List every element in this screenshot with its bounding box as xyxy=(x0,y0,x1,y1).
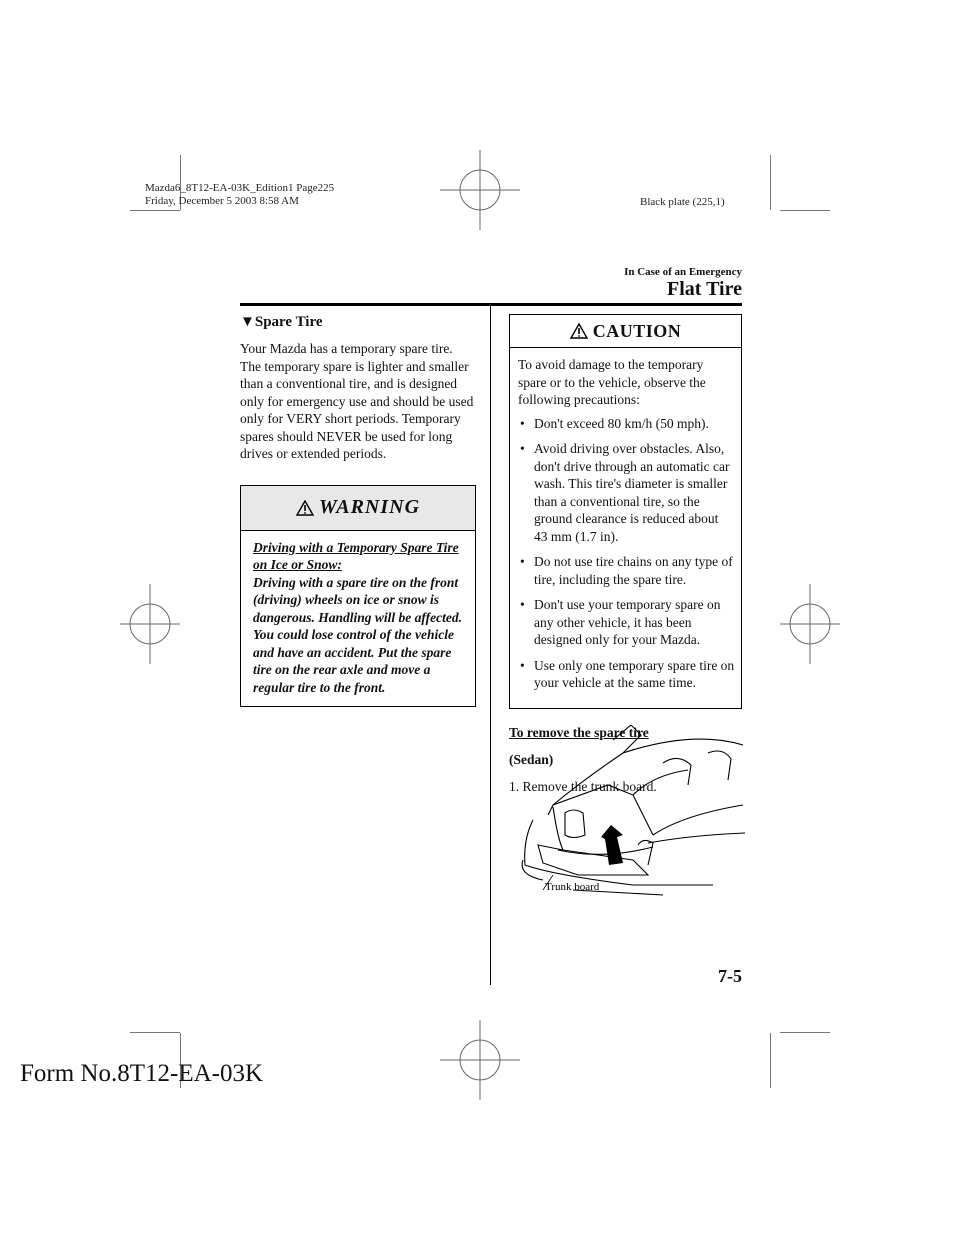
page-number: 7-5 xyxy=(718,966,742,986)
trunk-illustration xyxy=(513,725,745,897)
caution-intro: To avoid damage to the temporary spare or to the vehicle, observe the following precautions: xyxy=(518,357,706,407)
caution-title: CAUTION xyxy=(592,320,682,341)
registration-mark-icon xyxy=(120,584,180,664)
column-divider xyxy=(490,305,491,985)
crop-mark xyxy=(130,1032,180,1033)
crop-mark xyxy=(770,1033,771,1088)
spare-tire-paragraph: Your Mazda has a temporary spare tire. The temporary spare is lighter and smaller than a conventional tire, and is designed only for emergency use and should be used only for VERY short periods. Temporary spares should NEVER be used for long drives or extended periods. xyxy=(240,341,474,461)
warning-header xyxy=(241,486,475,531)
registration-mark-icon xyxy=(440,150,520,230)
triangle-marker-icon: ▼ xyxy=(240,314,255,330)
section-title: Flat Tire xyxy=(667,278,742,300)
step-1: 1. Remove the trunk board. xyxy=(509,778,657,794)
subhead-text: Spare Tire xyxy=(254,314,323,330)
warning-body xyxy=(241,531,475,707)
header-rule xyxy=(240,303,742,306)
crop-mark xyxy=(780,1032,830,1033)
right-column xyxy=(509,314,742,795)
list-item: • Don't use your temporary spare on any other vehicle, it has been designed only for your Mazda. xyxy=(518,596,735,649)
subhead-spare-tire xyxy=(240,314,476,331)
list-item: • Don't exceed 80 km/h (50 mph). xyxy=(518,415,735,433)
chapter-title: In Case of an Emergency xyxy=(624,266,742,278)
warning-triangle-icon xyxy=(296,500,314,516)
step-subtitle: (Sedan) xyxy=(509,751,554,767)
left-column xyxy=(240,314,476,707)
crop-mark xyxy=(780,210,830,211)
print-meta-line1: Mazda6_8T12-EA-03K_Edition1 Page225 xyxy=(145,182,335,194)
form-number: Form No.8T12-EA-03K xyxy=(20,1060,264,1087)
warning-title: WARNING xyxy=(318,496,421,518)
caution-list xyxy=(518,415,735,692)
print-meta xyxy=(145,182,334,208)
illustration-label: Trunk board xyxy=(545,881,600,893)
plate-label: Black plate (225,1) xyxy=(640,196,725,208)
warning-box xyxy=(240,485,476,708)
caution-body xyxy=(510,348,741,708)
caution-header xyxy=(510,315,741,348)
caution-box xyxy=(509,314,742,709)
step-title: To remove the spare tire xyxy=(509,724,649,740)
warning-heading: Driving with a Temporary Spare Tire on Ice or Snow: xyxy=(253,539,459,572)
registration-mark-icon xyxy=(780,584,840,664)
caution-triangle-icon xyxy=(570,323,588,339)
list-item: • Use only one temporary spare tire on your vehicle at the same time. xyxy=(518,657,735,692)
crop-mark xyxy=(770,155,771,210)
list-item: • Do not use tire chains on any type of tire, including the spare tire. xyxy=(518,553,735,588)
print-meta-line2: Friday, December 5 2003 8:58 AM xyxy=(145,195,299,207)
crop-mark xyxy=(130,210,180,211)
registration-mark-icon xyxy=(440,1020,520,1100)
list-item: • Avoid driving over obstacles. Also, don't drive through an automatic car wash. This tire's diameter is smaller than a conventional tire, so the ground clearance is reduced about 43 mm (1.7 in). xyxy=(518,440,735,545)
warning-text: Driving with a spare tire on the front (driving) wheels on ice or snow is dangerous. Handling will be affected. You could lose control of the vehicle and have an accident. Put the spare tire on the rear axle and move a regular tire to the front. xyxy=(253,574,463,695)
